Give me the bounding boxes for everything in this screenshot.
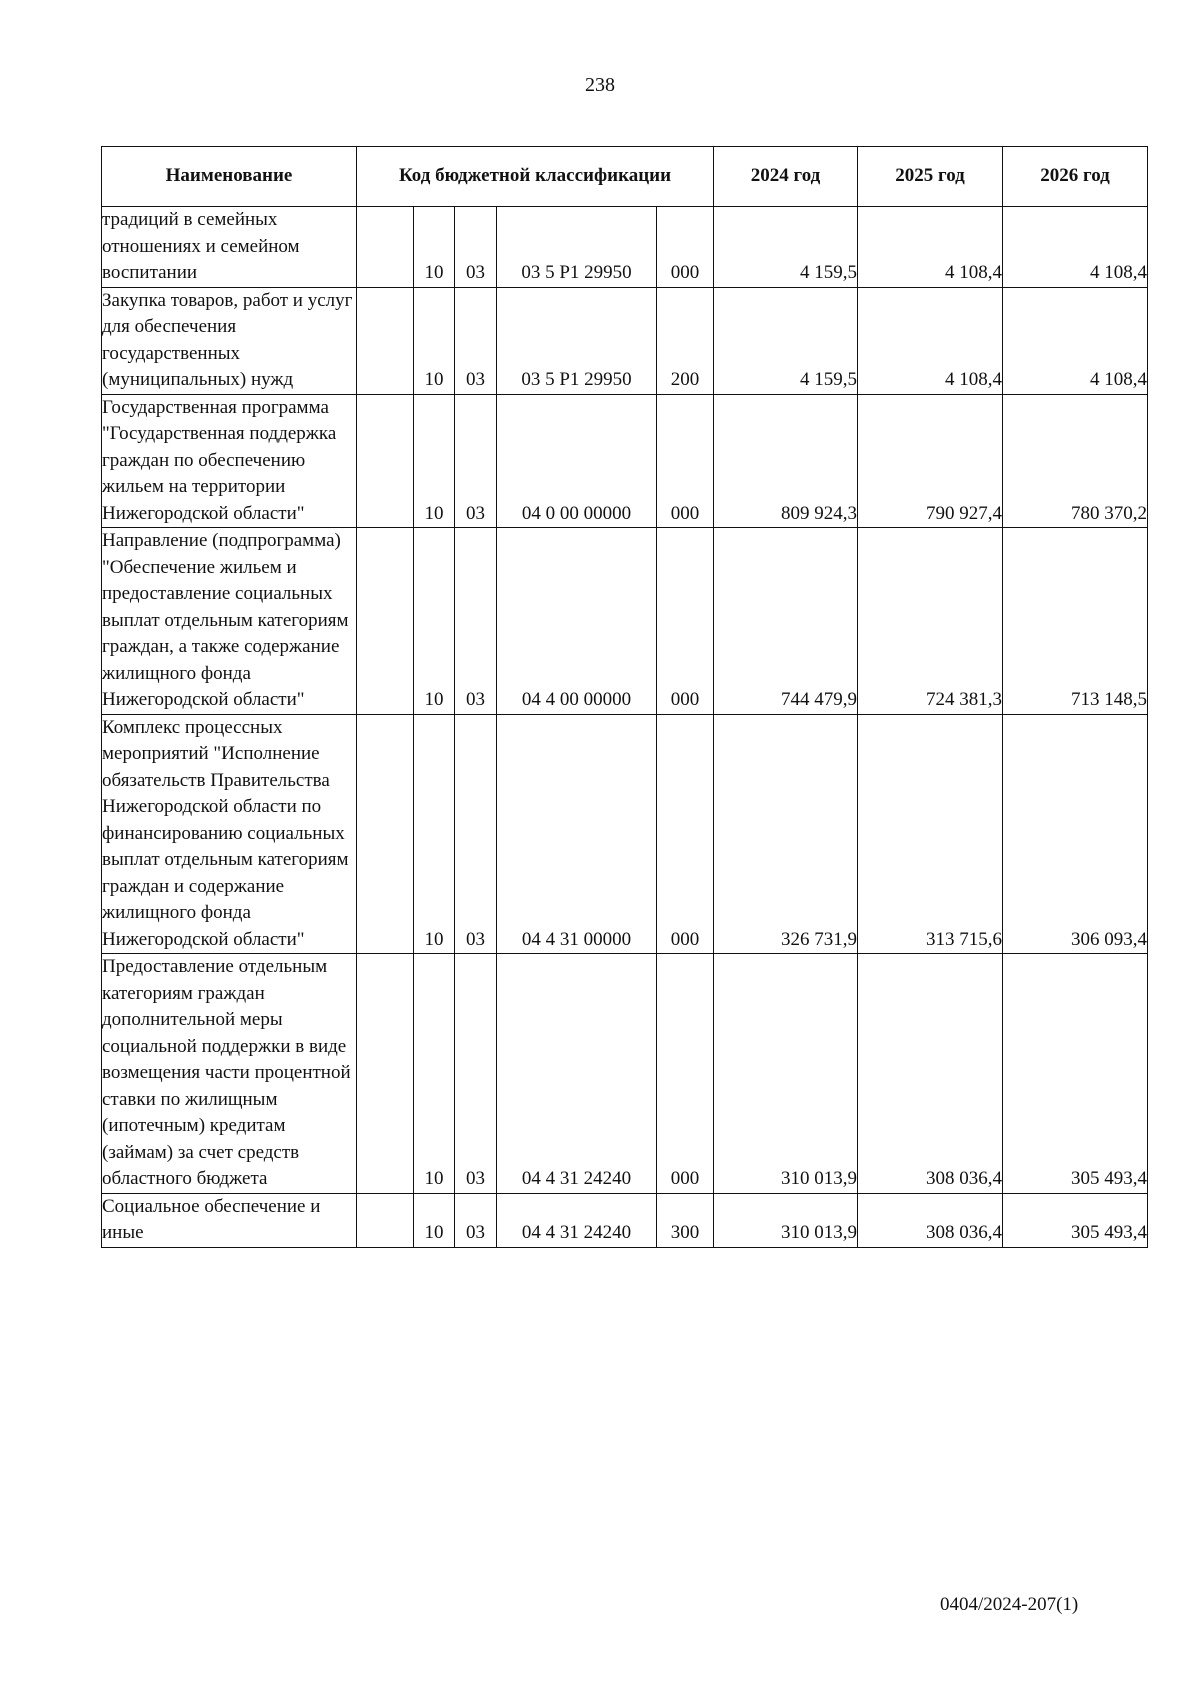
- header-2025: 2025 год: [858, 147, 1003, 207]
- table-header-row: [102, 147, 1148, 207]
- header-2026: 2026 год: [1003, 147, 1148, 207]
- row-target-article: 04 4 31 00000: [497, 714, 657, 954]
- header-name: Наименование: [102, 147, 357, 207]
- row-subsection: 03: [455, 714, 497, 954]
- row-blank: [357, 394, 414, 528]
- row-2026: 4 108,4: [1003, 287, 1148, 394]
- row-blank: [357, 1193, 414, 1247]
- row-section: 10: [414, 207, 455, 288]
- row-subsection: 03: [455, 954, 497, 1194]
- row-blank: [357, 528, 414, 715]
- table-row: [102, 1193, 1148, 1247]
- row-blank: [357, 714, 414, 954]
- row-name: Направление (подпрограмма) "Обеспечение жильем и предоставление социальных выплат отдельным категориям граждан, а также содержание жилищного фонда Нижегородской области": [102, 528, 357, 715]
- row-subsection: 03: [455, 287, 497, 394]
- row-2024: 4 159,5: [714, 287, 858, 394]
- row-name: Предоставление отдельным категориям граждан дополнительной меры социальной поддержки в виде возмещения части процентной ставки по жилищным (ипотечным) кредитам (займам) за счет средств областного бюджета: [102, 954, 357, 1194]
- row-2025: 308 036,4: [858, 1193, 1003, 1247]
- row-blank: [357, 287, 414, 394]
- row-2025: 4 108,4: [858, 207, 1003, 288]
- row-name: Социальное обеспечение и иные: [102, 1193, 357, 1247]
- row-2024: 809 924,3: [714, 394, 858, 528]
- row-subsection: 03: [455, 394, 497, 528]
- row-name: Государственная программа "Государственная поддержка граждан по обеспечению жильем на территории Нижегородской области": [102, 394, 357, 528]
- row-target-article: 03 5 P1 29950: [497, 287, 657, 394]
- budget-table: [101, 146, 1148, 1248]
- row-subsection: 03: [455, 207, 497, 288]
- row-section: 10: [414, 528, 455, 715]
- table-row: [102, 714, 1148, 954]
- row-expense-type: 000: [657, 207, 714, 288]
- table-row: [102, 528, 1148, 715]
- header-code: Код бюджетной классификации: [357, 147, 714, 207]
- row-expense-type: 200: [657, 287, 714, 394]
- row-section: 10: [414, 394, 455, 528]
- table-row: [102, 394, 1148, 528]
- row-2024: 310 013,9: [714, 954, 858, 1194]
- header-2024: 2024 год: [714, 147, 858, 207]
- row-target-article: 04 4 31 24240: [497, 954, 657, 1194]
- row-target-article: 04 0 00 00000: [497, 394, 657, 528]
- row-expense-type: 000: [657, 954, 714, 1194]
- row-2024: 310 013,9: [714, 1193, 858, 1247]
- row-subsection: 03: [455, 528, 497, 715]
- row-expense-type: 300: [657, 1193, 714, 1247]
- row-2025: 313 715,6: [858, 714, 1003, 954]
- row-section: 10: [414, 714, 455, 954]
- row-2024: 326 731,9: [714, 714, 858, 954]
- page-number: 238: [585, 74, 615, 96]
- row-2026: 713 148,5: [1003, 528, 1148, 715]
- row-blank: [357, 954, 414, 1194]
- row-2026: 305 493,4: [1003, 954, 1148, 1194]
- table-row: [102, 287, 1148, 394]
- row-name: Комплекс процессных мероприятий "Исполнение обязательств Правительства Нижегородской области по финансированию социальных выплат отдельным категориям граждан и содержание жилищного фонда Нижегородской области": [102, 714, 357, 954]
- row-2025: 4 108,4: [858, 287, 1003, 394]
- row-2026: 305 493,4: [1003, 1193, 1148, 1247]
- row-target-article: 04 4 00 00000: [497, 528, 657, 715]
- row-2025: 724 381,3: [858, 528, 1003, 715]
- row-section: 10: [414, 954, 455, 1194]
- row-blank: [357, 207, 414, 288]
- row-2024: 4 159,5: [714, 207, 858, 288]
- row-target-article: 03 5 P1 29950: [497, 207, 657, 288]
- row-2024: 744 479,9: [714, 528, 858, 715]
- row-expense-type: 000: [657, 394, 714, 528]
- row-2025: 790 927,4: [858, 394, 1003, 528]
- row-2025: 308 036,4: [858, 954, 1003, 1194]
- row-expense-type: 000: [657, 528, 714, 715]
- table-row: [102, 207, 1148, 288]
- row-section: 10: [414, 287, 455, 394]
- table-row: [102, 954, 1148, 1194]
- row-expense-type: 000: [657, 714, 714, 954]
- row-2026: 306 093,4: [1003, 714, 1148, 954]
- row-name: традиций в семейных отношениях и семейном воспитании: [102, 207, 357, 288]
- row-target-article: 04 4 31 24240: [497, 1193, 657, 1247]
- row-2026: 4 108,4: [1003, 207, 1148, 288]
- row-name: Закупка товаров, работ и услуг для обеспечения государственных (муниципальных) нужд: [102, 287, 357, 394]
- row-section: 10: [414, 1193, 455, 1247]
- row-subsection: 03: [455, 1193, 497, 1247]
- document-code: 0404/2024-207(1): [940, 1594, 1079, 1615]
- row-2026: 780 370,2: [1003, 394, 1148, 528]
